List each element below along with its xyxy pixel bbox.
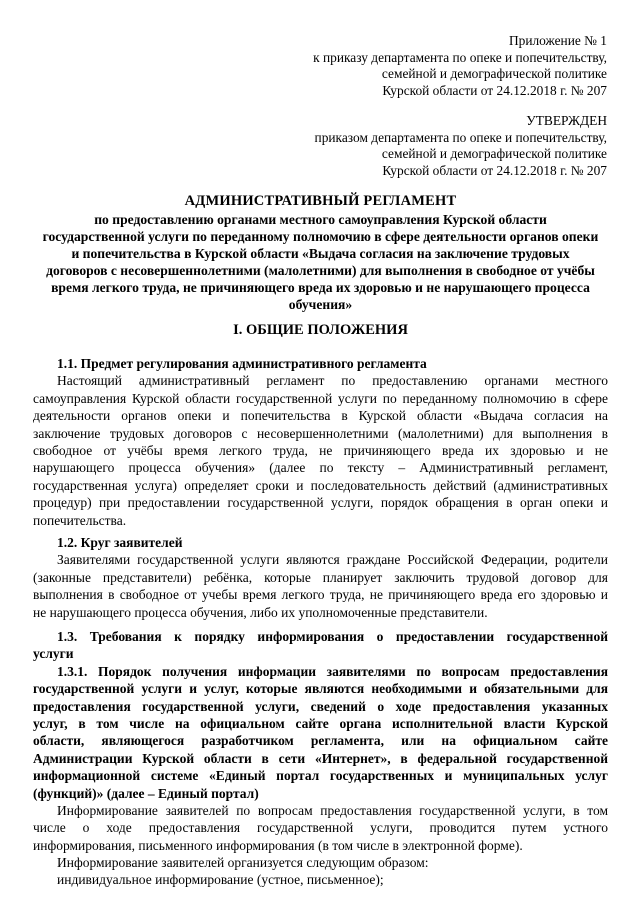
paragraph-line: заключение трудовых договоров с несовершеннолетними (малолетними) для выполнения в <box>33 425 608 441</box>
paragraph-line: самоуправления Курской области государственной услуги по переданному полномочию в сфере <box>33 390 608 406</box>
section-heading: 1.3. Требования к порядку информирования о предоставлении государственной <box>57 629 608 644</box>
paragraph-line: индивидуальное информирование (устное, письменное); <box>57 872 384 888</box>
subsection-heading: услуг, в том числе на официальном сайте органа исполнительной власти Курской <box>33 715 608 731</box>
appendix-block <box>313 33 607 99</box>
section-heading: услуги <box>33 646 74 662</box>
subsection-heading: государственной услуги и услуг, которые являются необходимыми и обязательными для <box>33 681 608 697</box>
paragraph-line: Информирование заявителей организуется следующим образом: <box>57 855 429 871</box>
paragraph-line: (законные представители) ребёнка, которые планирует заключить трудовой договор для <box>33 569 608 585</box>
paragraph-line: Заявителями государственной услуги являются граждане Российской Федерации, родители <box>57 552 608 568</box>
subtitle-line: договоров с несовершеннолетними (малолетними) для выполнения в свободное от учёбы <box>46 263 595 278</box>
appendix-line: семейной и демографической политике <box>381 66 607 81</box>
approved-label: УТВЕРЖДЕН <box>526 113 607 128</box>
subtitle-line: время легкого труда, не причиняющего вреда их здоровью и не нарушающего процесса <box>51 280 590 295</box>
section-title: I. ОБЩИЕ ПОЛОЖЕНИЯ <box>233 322 408 338</box>
section-heading: 1.1. Предмет регулирования административного регламента <box>57 356 427 371</box>
subtitle-line: и попечительства в Курской области «Выдача согласия на заключение трудовых <box>71 246 570 261</box>
paragraph-line: не нарушающего процесса обучения, либо их уполномоченные представители. <box>33 604 488 620</box>
approved-block <box>315 113 607 179</box>
paragraph-line: попечительства. <box>33 512 127 528</box>
subsection-heading: предоставления государственной услуги, сведений о ходе предоставления указанных <box>33 698 608 714</box>
approved-line: Курской области от 24.12.2018 г. № 207 <box>382 162 607 178</box>
paragraph-line: Информирование заявителей по вопросам предоставления государственной услуги, в том <box>57 802 608 818</box>
subsection-heading: области, являющегося разработчиком регламента, или на официальном сайте <box>33 733 608 749</box>
paragraph-line: нарушающего процесса обучения» (далее по тексту – Административный регламент, <box>33 460 608 476</box>
approved-line: приказом департамента по опеке и попечительству, <box>314 129 607 145</box>
paragraph-line: деятельности органов опеки и попечительства в Курской области «Выдача согласия на <box>33 408 608 424</box>
section-1-2 <box>33 534 608 621</box>
paragraph-line: информирования, письменного информирования (в том числе в электронной форме). <box>33 837 523 853</box>
paragraph-line: Настоящий административный регламент по предоставлению органами местного <box>57 373 608 389</box>
paragraph-line: числе о ходе предоставления государственной услуги, проводится путем устного <box>33 820 608 836</box>
subtitle-line: государственной услуги по переданному полномочию в сфере деятельности органов опеки <box>42 229 599 244</box>
paragraph-line: процедур) при предоставлении государственной услуги, порядок обращения в орган опеки и <box>33 495 608 511</box>
section-1-3 <box>33 628 608 889</box>
subsection-heading: Администрации Курской области в сети «Интернет», в федеральной государственной <box>33 750 608 766</box>
paragraph-line: государственная услуга) определяет сроки и последовательность действий (административных <box>33 477 608 493</box>
subsection-heading: 1.3.1. Порядок получения информации заявителями по вопросам предоставления <box>57 663 608 679</box>
section-heading: 1.2. Круг заявителей <box>57 535 183 550</box>
subsection-heading: информационной системе «Единый портал государственных и муниципальных услуг <box>33 768 608 784</box>
document-title: АДМИНИСТРАТИВНЫЙ РЕГЛАМЕНТ <box>184 193 457 209</box>
paragraph-line: свободное от учёбы время легкого труда, не причиняющего вреда их здоровью и не <box>33 442 608 458</box>
appendix-line: Курской области от 24.12.2018 г. № 207 <box>382 82 607 98</box>
document-subtitle <box>33 211 608 313</box>
appendix-number: Приложение № 1 <box>508 33 607 48</box>
approved-line: семейной и демографической политике <box>381 146 607 161</box>
paragraph-line: выполнения в свободное от учебы время легкого труда, не причиняющего вреда его здоровью и <box>33 587 608 603</box>
appendix-line: к приказу департамента по опеке и попечительству, <box>313 49 607 65</box>
subtitle-line: обучения» <box>288 297 353 312</box>
section-1-1 <box>33 355 608 529</box>
subsection-heading: (функций)» (далее – Единый портал) <box>33 785 259 801</box>
subtitle-line: по предоставлению органами местного самоуправления Курской области <box>94 212 547 227</box>
